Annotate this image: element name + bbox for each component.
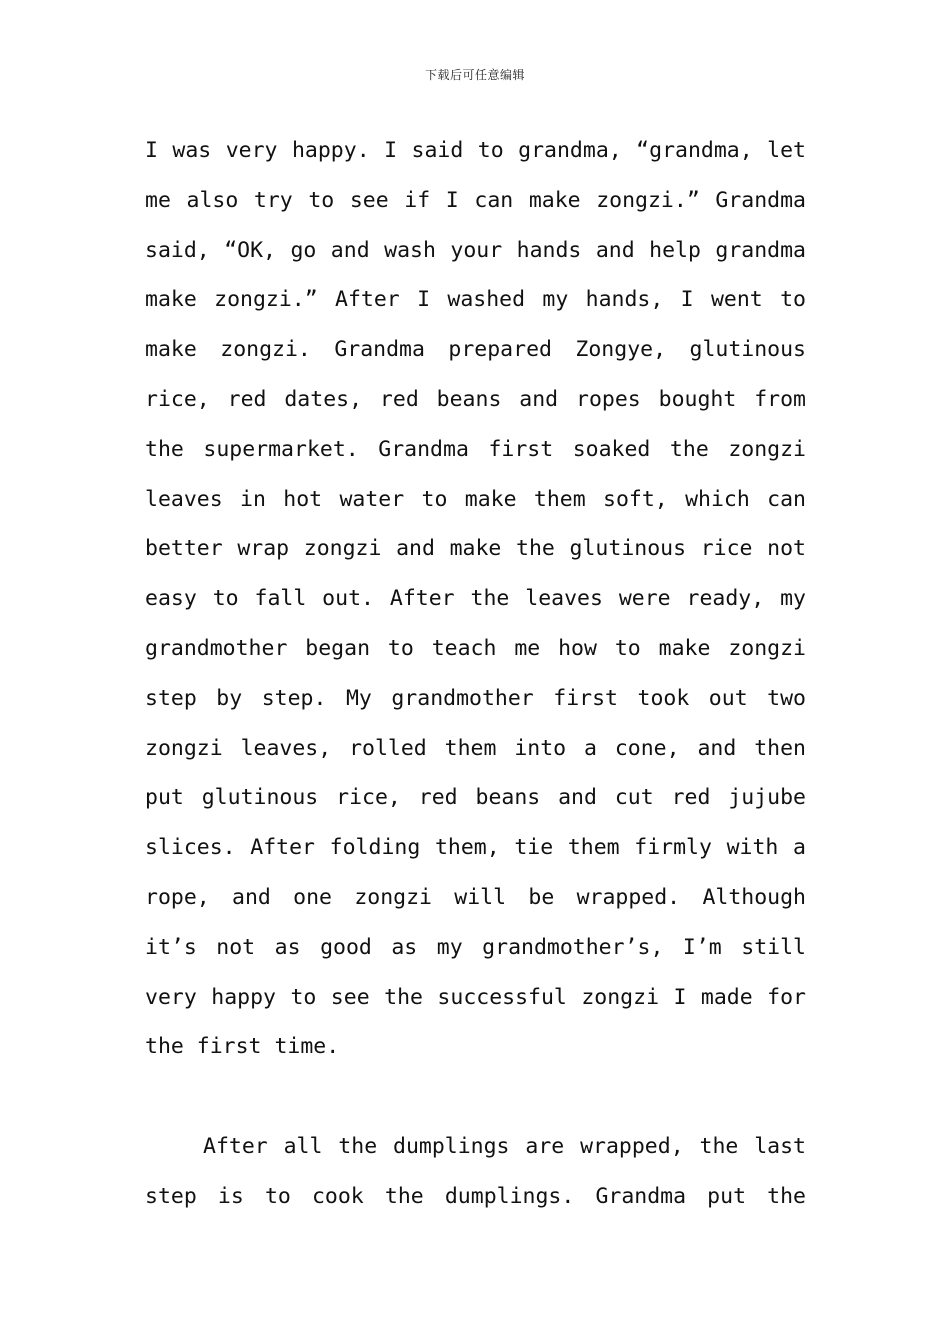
text-line: said, “OK, go and wash your hands and help grandma <box>145 237 806 263</box>
text-line: After all the dumplings are wrapped, the last <box>203 1134 806 1159</box>
text-line: I was very happy. I said to grandma, “grandma, let <box>145 138 806 163</box>
text-line: grandmother began to teach me how to make zongzi <box>145 635 806 661</box>
text-line: the first time. <box>145 1034 340 1060</box>
text-line: step by step. My grandmother first took out two <box>145 685 806 711</box>
text-line: slices. After folding them, tie them firmly with a <box>145 835 806 861</box>
paragraph <box>145 1122 806 1222</box>
text-line: make zongzi. Grandma prepared Zongye, glutinous <box>145 337 806 363</box>
text-line: rope, and one zongzi will be wrapped. Although <box>145 884 806 910</box>
text-line: better wrap zongzi and make the glutinous rice not <box>145 536 806 562</box>
text-line: zongzi leaves, rolled them into a cone, and then <box>145 735 806 761</box>
paragraph <box>145 126 806 1072</box>
text-line: put glutinous rice, red beans and cut red jujube <box>145 785 806 811</box>
text-line: very happy to see the successful zongzi I made for <box>145 984 806 1010</box>
text-line: leaves in hot water to make them soft, which can <box>145 486 806 512</box>
text-line: easy to fall out. After the leaves were ready, my <box>145 586 806 612</box>
text-line: the supermarket. Grandma first soaked the zongzi <box>145 436 806 462</box>
text-line: step is to cook the dumplings. Grandma put the <box>145 1183 806 1209</box>
text-line: me also try to see if I can make zongzi.” Grandma <box>145 187 806 213</box>
text-line: it’s not as good as my grandmother’s, I’m still <box>145 934 806 960</box>
text-line: make zongzi.” After I washed my hands, I went to <box>145 287 806 313</box>
text-line: rice, red dates, red beans and ropes bought from <box>145 386 806 412</box>
page-header: 下载后可任意编辑 <box>424 68 525 82</box>
